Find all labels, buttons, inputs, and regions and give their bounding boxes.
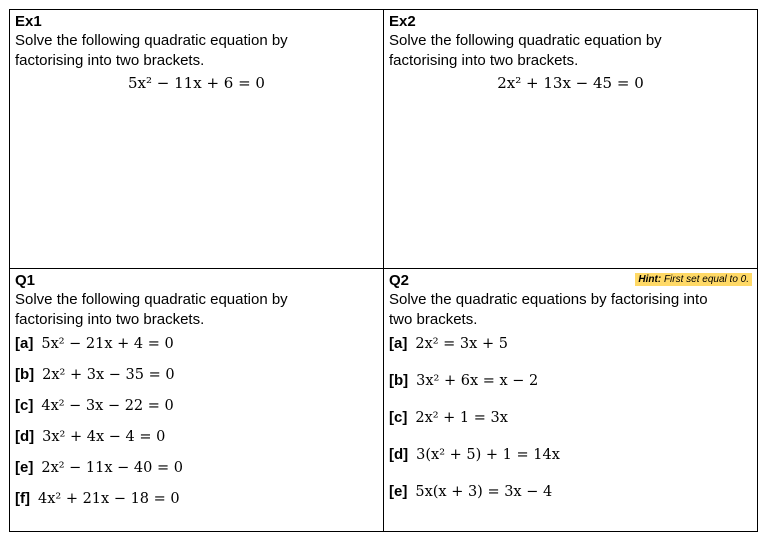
question-2-instruction: Solve the quadratic equations by factorising into two brackets. <box>389 291 708 328</box>
question-1-part <box>15 490 378 521</box>
part-equation: 4x² − 3x − 22 = 0 <box>41 398 174 414</box>
question-2-part <box>389 409 753 446</box>
part-equation: 3x² + 6x = x − 2 <box>416 373 539 389</box>
part-label: [d] <box>15 428 35 445</box>
part-label: [e] <box>389 483 408 500</box>
part-label: [c] <box>15 397 34 414</box>
question-2-part <box>389 446 753 483</box>
part-equation: 2x² − 11x − 40 = 0 <box>41 460 183 476</box>
part-label: [c] <box>389 409 408 426</box>
question-1-part <box>15 428 378 459</box>
example-2-equation: 2x² + 13x − 45 = 0 <box>497 74 644 92</box>
part-label: [f] <box>15 490 30 507</box>
part-equation: 5x² − 21x + 4 = 0 <box>41 336 174 352</box>
part-label: [e] <box>15 459 34 476</box>
example-1-title: Ex1 <box>15 13 42 30</box>
part-label: [a] <box>15 335 34 352</box>
part-equation: 3x² + 4x − 4 = 0 <box>42 429 166 445</box>
part-label: [d] <box>389 446 409 463</box>
hint-text: First set equal to 0. <box>663 274 749 285</box>
part-equation: 4x² + 21x − 18 = 0 <box>38 491 180 507</box>
hint-badge <box>635 273 752 286</box>
question-1-part <box>15 459 378 490</box>
part-equation: 3(x² + 5) + 1 = 14x <box>416 447 560 463</box>
question-1-part <box>15 397 378 428</box>
question-1-part <box>15 335 378 366</box>
example-2-instruction: Solve the following quadratic equation by factorising into two brackets. <box>389 32 662 69</box>
question-1-parts <box>15 335 378 521</box>
question-2-part <box>389 483 753 520</box>
question-2-title: Q2 <box>389 272 410 289</box>
question-2-parts <box>389 335 753 520</box>
hint-label: Hint: <box>638 274 662 285</box>
example-1-equation: 5x² − 11x + 6 = 0 <box>128 74 265 92</box>
question-1-cell <box>10 269 383 532</box>
worksheet-grid <box>9 9 758 532</box>
part-equation: 2x² = 3x + 5 <box>415 336 508 352</box>
question-2-part <box>389 335 753 372</box>
question-1-part <box>15 366 378 397</box>
example-1-instruction: Solve the following quadratic equation by factorising into two brackets. <box>15 32 288 69</box>
part-label: [b] <box>389 372 409 389</box>
part-equation: 5x(x + 3) = 3x − 4 <box>415 484 553 500</box>
part-label: [b] <box>15 366 35 383</box>
question-1-instruction: Solve the following quadratic equation by factorising into two brackets. <box>15 291 288 328</box>
part-equation: 2x² + 1 = 3x <box>415 410 508 426</box>
example-1-cell <box>10 10 383 268</box>
question-2-part <box>389 372 753 409</box>
example-2-cell <box>384 10 758 268</box>
question-1-title: Q1 <box>15 272 36 289</box>
question-2-cell <box>384 269 758 532</box>
part-equation: 2x² + 3x − 35 = 0 <box>42 367 175 383</box>
example-2-title: Ex2 <box>389 13 416 30</box>
part-label: [a] <box>389 335 408 352</box>
